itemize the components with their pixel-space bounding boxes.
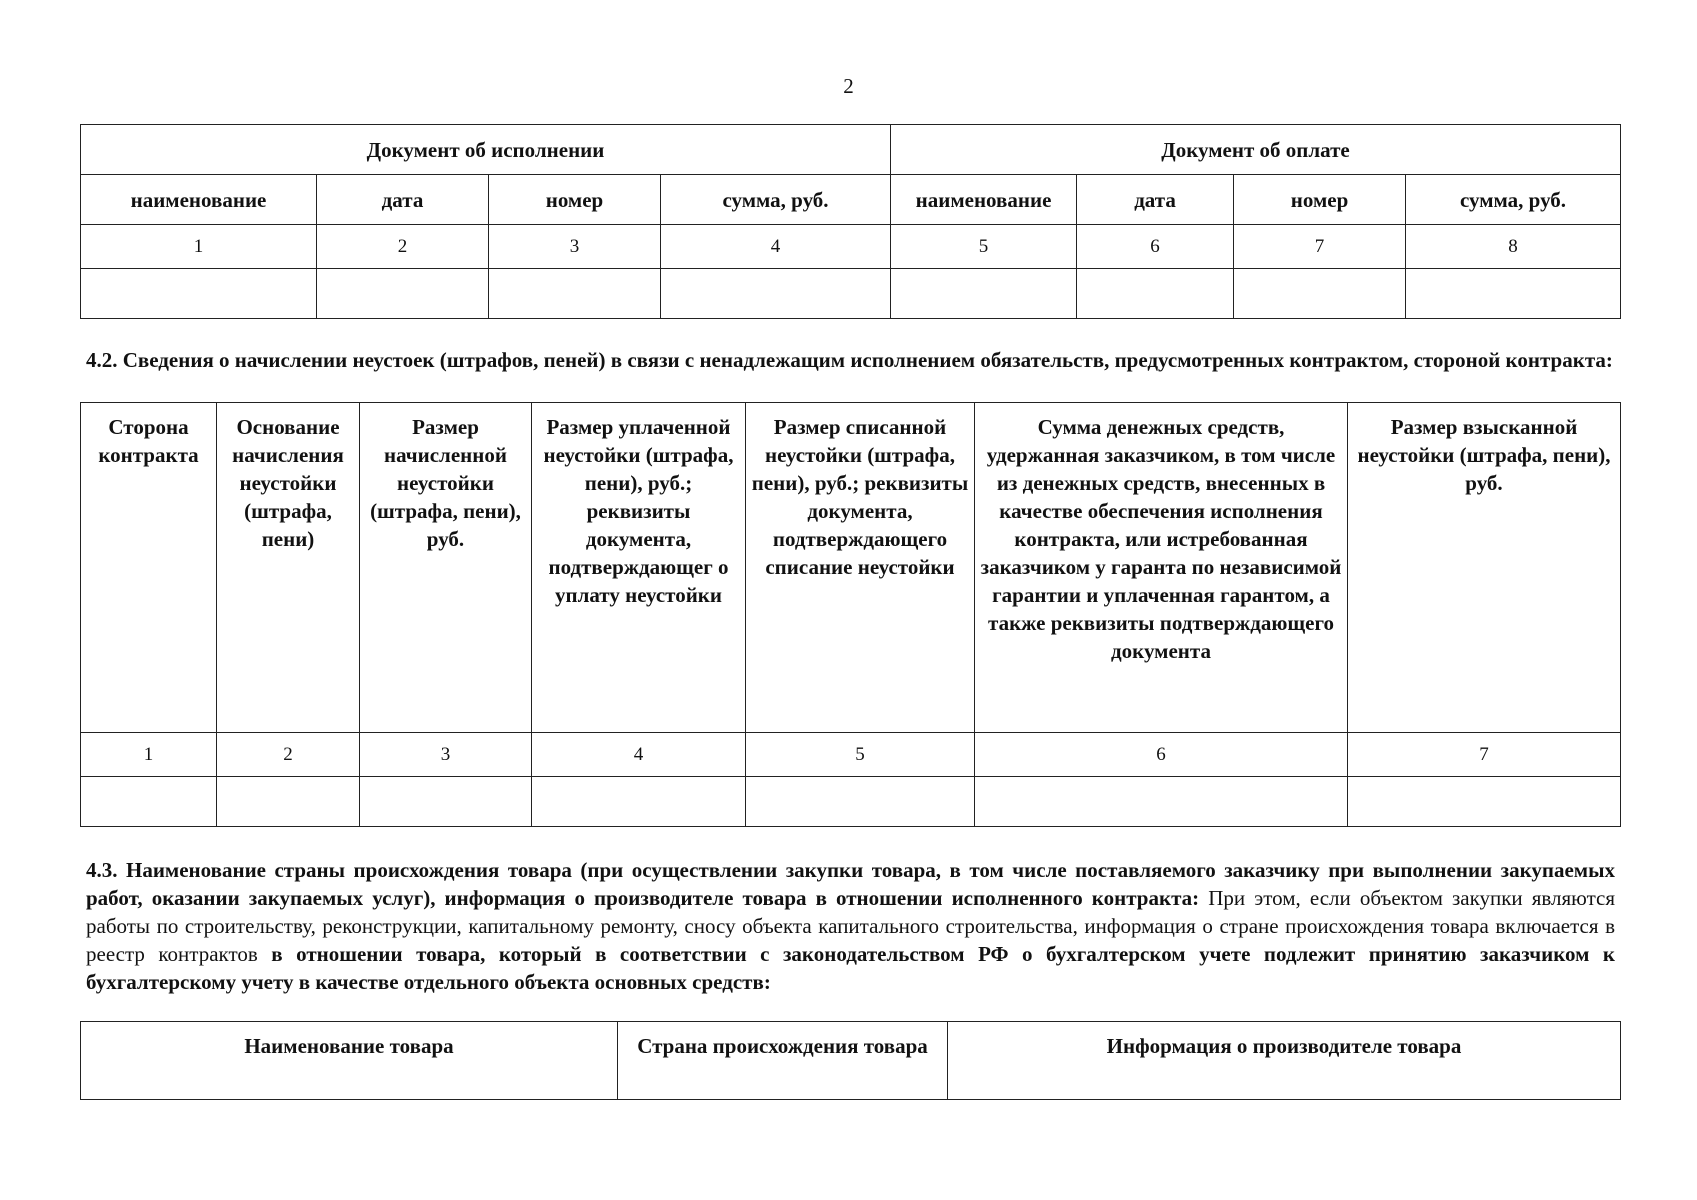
column-header: Размер уплаченной неустойки (штрафа, пени), руб.; реквизиты документа, подтверждающег о уплату неустойки (532, 403, 746, 733)
empty-cell (1406, 269, 1621, 319)
section-4-3-note-bold: в отношении товара, который в соответствии с законодательством РФ о бухгалтерском учете подлежит принятию заказчиком к бухгалтерскому учету в качестве отдельного объекта основных средств: (86, 942, 1616, 994)
column-header: Размер начисленной неустойки (штрафа, пени), руб. (360, 403, 532, 733)
column-header: Наименование товара (81, 1022, 618, 1100)
empty-cell (317, 269, 489, 319)
section-4-3-text (86, 856, 1615, 996)
column-number: 7 (1348, 733, 1621, 777)
column-number: 1 (81, 225, 317, 269)
section-4-3-heading: 4.3. Наименование страны происхождения товара (при осуществлении закупки товара, в том числе поставляемого заказчику при выполнении закупаемых работ, оказании закупаемых услуг), информация о производителе товара в отношении исполненного контракта: (86, 858, 1615, 910)
empty-cell (891, 269, 1077, 319)
column-header: Размер взысканной неустойки (штрафа, пени), руб. (1348, 403, 1621, 733)
empty-cell (489, 269, 661, 319)
empty-cell (1077, 269, 1234, 319)
column-header: Сумма денежных средств, удержанная заказчиком, в том числе из денежных средств, внесенных в качестве обеспечения исполнения контракта, или истребованная заказчиком у гаранта по независимой гарантии и уплаченная гарантом, а также реквизиты подтверждающего документа (975, 403, 1348, 733)
column-header: Страна происхождения товара (618, 1022, 948, 1100)
empty-cell (360, 777, 532, 827)
goods-origin-table (80, 1021, 1621, 1100)
empty-data-row (81, 269, 1621, 319)
column-number: 6 (975, 733, 1348, 777)
section-4-3-note: При этом, если объектом закупки являются работы по строительству, реконструкции, капитальному ремонту, сносу объекта капитального строительства, информация о стране происхождения товара включается в реестр контрактов (86, 886, 1616, 966)
column-number: 6 (1077, 225, 1234, 269)
column-number: 8 (1406, 225, 1621, 269)
column-number: 4 (661, 225, 891, 269)
section-4-2-heading (86, 346, 1615, 374)
column-number: 2 (217, 733, 360, 777)
section-4-2-heading-text: 4.2. Сведения о начислении неустоек (штрафов, пеней) в связи с ненадлежащим исполнением обязательств, предусмотренных контрактом, стороной контракта: (86, 348, 1613, 372)
column-header: наименование (81, 175, 317, 225)
empty-cell (975, 777, 1348, 827)
column-header: наименование (891, 175, 1077, 225)
column-header: Сторона контракта (81, 403, 217, 733)
group-header-row (81, 125, 1621, 175)
column-number: 5 (746, 733, 975, 777)
column-header: Информация о производителе товара (948, 1022, 1621, 1100)
column-header-row (81, 175, 1621, 225)
column-number-row (81, 225, 1621, 269)
column-number: 3 (489, 225, 661, 269)
empty-cell (81, 777, 217, 827)
page-number: 2 (843, 74, 854, 98)
column-number: 2 (317, 225, 489, 269)
empty-cell (1348, 777, 1621, 827)
column-header: сумма, руб. (661, 175, 891, 225)
column-header: Основание начисления неустойки (штрафа, пени) (217, 403, 360, 733)
column-header: номер (1234, 175, 1406, 225)
column-number: 1 (81, 733, 217, 777)
column-number: 4 (532, 733, 746, 777)
column-number-row (81, 733, 1621, 777)
column-header: дата (317, 175, 489, 225)
column-number: 7 (1234, 225, 1406, 269)
column-header: номер (489, 175, 661, 225)
empty-cell (81, 269, 317, 319)
column-header: дата (1077, 175, 1234, 225)
column-header-row (81, 403, 1621, 733)
empty-cell (1234, 269, 1406, 319)
empty-cell (532, 777, 746, 827)
group-header-payment: Документ об оплате (891, 125, 1621, 175)
execution-payment-table (80, 124, 1621, 319)
empty-cell (746, 777, 975, 827)
column-number: 5 (891, 225, 1077, 269)
column-header: Размер списанной неустойки (штрафа, пени), руб.; реквизиты документа, подтверждающего списание неустойки (746, 403, 975, 733)
column-number: 3 (360, 733, 532, 777)
empty-cell (661, 269, 891, 319)
empty-data-row (81, 777, 1621, 827)
empty-cell (217, 777, 360, 827)
group-header-execution: Документ об исполнении (81, 125, 891, 175)
column-header-row (81, 1022, 1621, 1100)
penalties-table (80, 402, 1621, 827)
column-header: сумма, руб. (1406, 175, 1621, 225)
